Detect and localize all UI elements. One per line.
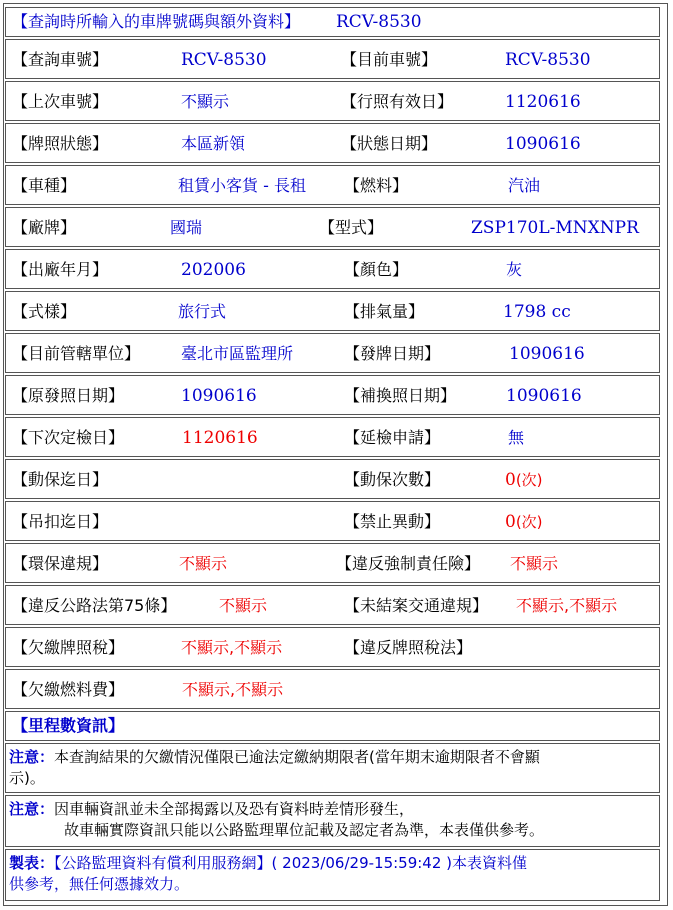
label-license-tax-law: 【違反牌照稅法】 [344, 638, 473, 657]
value-next-inspection: 1120616 [182, 428, 258, 448]
value-brand: 國瑞 [170, 218, 203, 237]
table-row [5, 417, 660, 457]
value-model: ZSP170L-MNXNPR [471, 218, 639, 238]
table-row [5, 207, 660, 247]
header-title: 【查詢時所輸入的車牌號碼與額外資料】 [12, 12, 301, 31]
label-suspension-end: 【吊扣迄日】 [12, 512, 109, 531]
label-model: 【型式】 [319, 218, 384, 237]
note-box-disclaimer [5, 795, 660, 847]
header-row [5, 7, 660, 37]
table-row [5, 333, 660, 373]
value-displacement: 1798 cc [503, 302, 571, 322]
note-text: 本查詢結果的欠繳情況僅限已逾法定繳納期限者(當年期末逾期限者不會顯 [54, 748, 540, 766]
transfer-ban-number: 0 [505, 512, 516, 532]
header-plate: RCV-8530 [336, 12, 422, 32]
table-row [5, 165, 660, 205]
value-license-valid: 1120616 [505, 92, 581, 112]
label-license-valid: 【行照有效日】 [341, 92, 454, 111]
label-query-plate: 【查詢車號】 [12, 50, 109, 69]
label-env-violation: 【環保違規】 [12, 554, 109, 573]
value-env-violation: 不顯示 [179, 554, 228, 573]
label-insurance-violation: 【違反強制責任險】 [336, 554, 481, 573]
chattel-count-unit: (次) [515, 471, 543, 489]
label-prev-plate: 【上次車號】 [12, 92, 109, 111]
footer-label: 製表： [9, 854, 55, 872]
value-vehicle-type: 租賃小客貨 - 長租 [178, 176, 306, 195]
value-reissue-date: 1090616 [506, 386, 582, 406]
label-license-tax-arrears: 【欠繳牌照稅】 [12, 638, 125, 657]
label-original-issue: 【原發照日期】 [12, 386, 125, 405]
label-brand: 【廠牌】 [12, 218, 77, 237]
label-plate-status: 【牌照狀態】 [12, 134, 109, 153]
table-row [5, 81, 660, 121]
value-current-plate: RCV-8530 [505, 50, 591, 70]
value-unsettled-violation: 不顯示,不顯示 [516, 596, 618, 615]
value-chattel-count [505, 470, 543, 490]
label-reissue-date: 【補換照日期】 [344, 386, 457, 405]
note-text: 因車輛資訊並未全部揭露以及恐有資料時差情形發生， [54, 800, 415, 818]
note-text-cont: 故車輛實際資訊只能以公路監理單位記載及認定者為準，本表僅供參考。 [64, 821, 545, 839]
table-row [5, 375, 660, 415]
value-color: 灰 [506, 260, 523, 279]
value-insurance-violation: 不顯示 [510, 554, 559, 573]
label-color: 【顏色】 [344, 260, 409, 279]
table-row [5, 543, 660, 583]
label-body-style: 【式樣】 [12, 302, 77, 321]
mileage-row [5, 711, 660, 741]
footer-box [5, 849, 660, 901]
label-fuel: 【燃料】 [344, 176, 409, 195]
value-jurisdiction: 臺北市區監理所 [181, 344, 294, 363]
mileage-heading: 【里程數資訊】 [12, 716, 125, 735]
label-jurisdiction: 【目前管轄單位】 [12, 344, 141, 363]
value-status-date: 1090616 [505, 134, 581, 154]
table-row [5, 249, 660, 289]
label-current-plate: 【目前車號】 [341, 50, 438, 69]
value-inspection-extension: 無 [508, 428, 525, 447]
footer-text-cont: 供參考，無任何憑據效力。 [9, 875, 190, 893]
value-prev-plate: 不顯示 [181, 92, 230, 111]
chattel-count-number: 0 [505, 470, 516, 490]
label-displacement: 【排氣量】 [344, 302, 425, 321]
label-highway-act-violation: 【違反公路法第75條】 [12, 596, 177, 615]
label-next-inspection: 【下次定檢日】 [12, 428, 125, 447]
value-highway-act-violation: 不顯示 [219, 596, 268, 615]
label-chattel-end: 【動保迄日】 [12, 470, 109, 489]
footer-timestamp: ( 2023/06/29-15:59:42 ) [271, 854, 453, 872]
table-row [5, 291, 660, 331]
footer-text: 本表資料僅 [452, 854, 528, 872]
value-license-tax-arrears: 不顯示,不顯示 [181, 638, 283, 657]
value-original-issue: 1090616 [181, 386, 257, 406]
table-row [5, 123, 660, 163]
value-query-plate: RCV-8530 [181, 50, 267, 70]
label-fuel-fee-arrears: 【欠繳燃料費】 [12, 680, 125, 699]
note-text-cont: 示)。 [9, 769, 45, 787]
table-row [5, 39, 660, 79]
label-manufacture-date: 【出廠年月】 [12, 260, 109, 279]
table-row [5, 669, 660, 709]
value-plate-status: 本區新領 [181, 134, 246, 153]
value-issue-date: 1090616 [509, 344, 585, 364]
label-chattel-count: 【動保次數】 [344, 470, 441, 489]
value-fuel: 汽油 [508, 176, 541, 195]
label-issue-date: 【發牌日期】 [344, 344, 441, 363]
label-unsettled-violation: 【未結案交通違規】 [344, 596, 489, 615]
note-label: 注意： [9, 748, 55, 766]
value-fuel-fee-arrears: 不顯示,不顯示 [182, 680, 284, 699]
label-vehicle-type: 【車種】 [12, 176, 77, 195]
table-row [5, 585, 660, 625]
footer-source: 【公路監理資料有償利用服務網】 [54, 854, 272, 872]
table-row [5, 459, 660, 499]
value-body-style: 旅行式 [178, 302, 227, 321]
label-inspection-extension: 【延檢申請】 [344, 428, 441, 447]
table-row [5, 627, 660, 667]
value-manufacture-date: 202006 [181, 260, 246, 280]
table-row [5, 501, 660, 541]
transfer-ban-unit: (次) [515, 513, 543, 531]
label-transfer-ban: 【禁止異動】 [344, 512, 441, 531]
note-label: 注意： [9, 800, 55, 818]
value-transfer-ban [505, 512, 543, 532]
note-box-arrears [5, 743, 660, 793]
label-status-date: 【狀態日期】 [341, 134, 438, 153]
